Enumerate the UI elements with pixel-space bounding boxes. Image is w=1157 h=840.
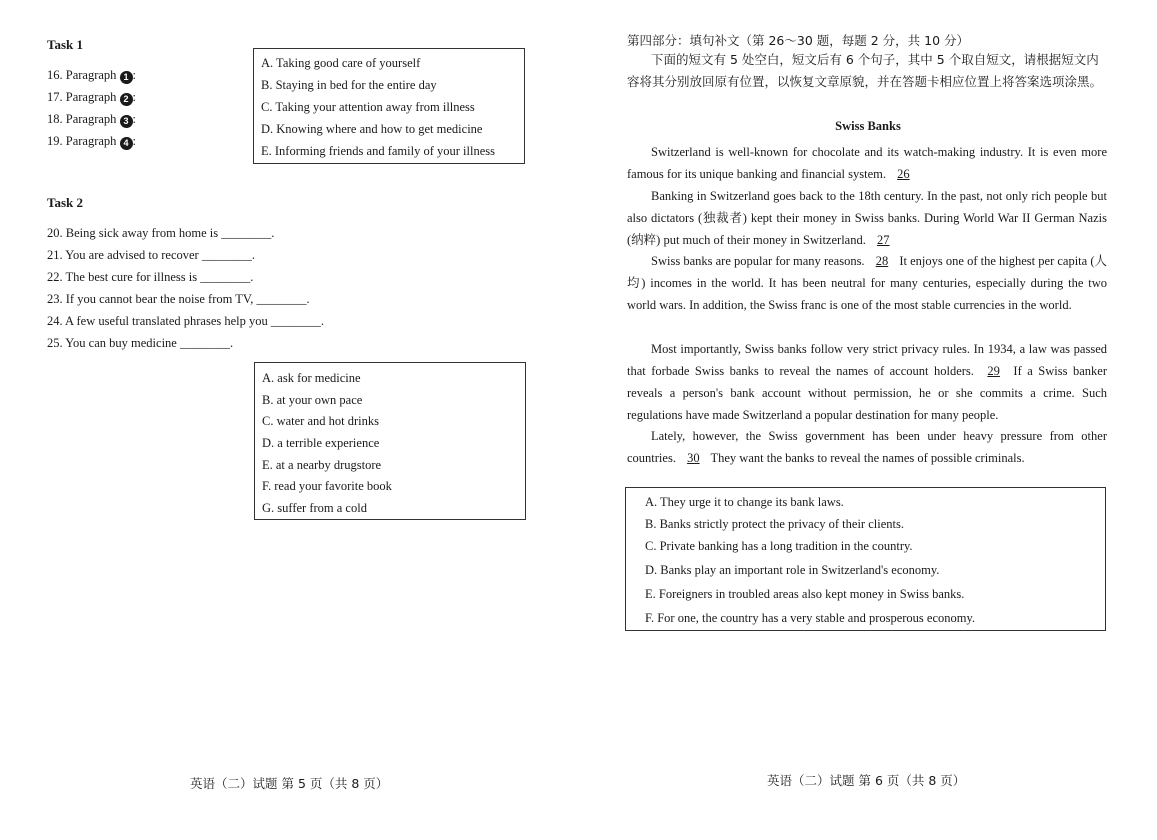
article-paragraph-4: Most importantly, Swiss banks follow very strict privacy rules. In 1934, a law was passed that forbade Swiss banks to reveal the names of account holders. 29 If a Swiss banker reveals a person's bank account without permission, he or she commits a crime. Such regulations have made Switzerland a popular destination for many people. xyxy=(627,342,1107,422)
question-19: 19. Paragraph 4 : xyxy=(47,134,137,148)
question-16: 16. Paragraph 1 : xyxy=(47,68,137,82)
circled-number: 3 xyxy=(120,115,133,128)
blank-30: 30 xyxy=(687,451,700,465)
question-22: 22. The best cure for illness is ________. xyxy=(47,270,254,284)
task2-options-box xyxy=(254,362,526,520)
circled-number: 4 xyxy=(120,137,133,150)
blank-29: 29 xyxy=(987,364,1000,378)
page-footer-right: 英语（二）试题 第 6 页（共 8 页） xyxy=(767,773,966,788)
task2-option-b: B. at your own pace xyxy=(262,393,363,407)
circled-number: 1 xyxy=(120,71,133,84)
circled-number: 2 xyxy=(120,93,133,106)
blank-27: 27 xyxy=(876,233,890,247)
question-20: 20. Being sick away from home is ________. xyxy=(47,226,275,240)
question-25: 25. You can buy medicine ________. xyxy=(47,336,234,350)
question-17: 17. Paragraph 2 : xyxy=(47,90,137,104)
task1-option-c: C. Taking your attention away from illness xyxy=(261,100,475,114)
sentence-option-d: D. Banks play an important role in Switzerland's economy. xyxy=(645,563,940,577)
task2-option-f: F. read your favorite book xyxy=(262,479,392,493)
left-page xyxy=(0,0,578,840)
article-paragraph-5: Lately, however, the Swiss government has been under heavy pressure from other countries. 30 They want the banks to reveal the names of possible criminals. xyxy=(627,429,1107,465)
blank-26: 26 xyxy=(897,167,910,181)
task1-option-b: B. Staying in bed for the entire day xyxy=(261,78,437,92)
task2-title: Task 2 xyxy=(47,195,84,210)
section-instruction: 下面的短文有 5 处空白，短文后有 6 个句子，其中 5 个取自短文，请根据短文内容将其分别放回原有位置，以恢复文章原貌，并在答题卡相应位置上将答案选项涂黑。 xyxy=(627,52,1103,89)
sentence-options-box xyxy=(625,487,1106,631)
sentence-option-c: C. Private banking has a long tradition in the country. xyxy=(645,539,913,553)
sentence-option-a: A. They urge it to change its bank laws. xyxy=(645,495,844,509)
blank-28: 28 xyxy=(875,254,889,268)
task1-options-box xyxy=(253,48,525,164)
question-24: 24. A few useful translated phrases help you ________. xyxy=(47,314,325,328)
task1-option-a: A. Taking good care of yourself xyxy=(261,56,421,70)
task1-option-d: D. Knowing where and how to get medicine xyxy=(261,122,483,136)
task1-title: Task 1 xyxy=(47,37,84,52)
article-title: Swiss Banks xyxy=(835,119,901,133)
article-paragraph-2: Banking in Switzerland goes back to the 18th century. In the past, not only rich people but also dictators (独裁者) kept their money in Swiss banks. During World War II German Nazis (纳粹) put much of their money in Switzerland. 27 xyxy=(627,189,1107,247)
task2-option-e: E. at a nearby drugstore xyxy=(262,458,382,472)
section-heading: 第四部分：填句补文（第 26～30 题，每题 2 分，共 10 分） xyxy=(627,33,970,48)
article-paragraph-1: Switzerland is well-known for chocolate and its watch-making industry. It is even more famous for its unique banking and financial system. 26 xyxy=(627,145,1107,181)
sentence-option-e: E. Foreigners in troubled areas also kept money in Swiss banks. xyxy=(645,587,965,601)
task2-option-c: C. water and hot drinks xyxy=(262,414,379,428)
task1-option-e: E. Informing friends and family of your illness xyxy=(261,144,495,158)
question-23: 23. If you cannot bear the noise from TV, ________. xyxy=(47,292,310,306)
task2-option-d: D. a terrible experience xyxy=(262,436,380,450)
task2-option-g: G. suffer from a cold xyxy=(262,501,367,515)
article-paragraph-3: Swiss banks are popular for many reasons. 28 It enjoys one of the highest per capita (人均) incomes in the world. It has been neutral for many centuries, especially during the two world wars. In addition, the Swiss franc is one of the most stable currencies in the world. xyxy=(627,254,1108,312)
right-page xyxy=(578,0,1157,840)
task2-option-a: A. ask for medicine xyxy=(262,371,361,385)
page-footer-left: 英语（二）试题 第 5 页（共 8 页） xyxy=(190,776,389,791)
sentence-option-b: B. Banks strictly protect the privacy of their clients. xyxy=(645,517,904,531)
sentence-option-f: F. For one, the country has a very stable and prosperous economy. xyxy=(645,611,976,625)
question-18: 18. Paragraph 3 : xyxy=(47,112,137,126)
question-21: 21. You are advised to recover ________. xyxy=(47,248,255,262)
